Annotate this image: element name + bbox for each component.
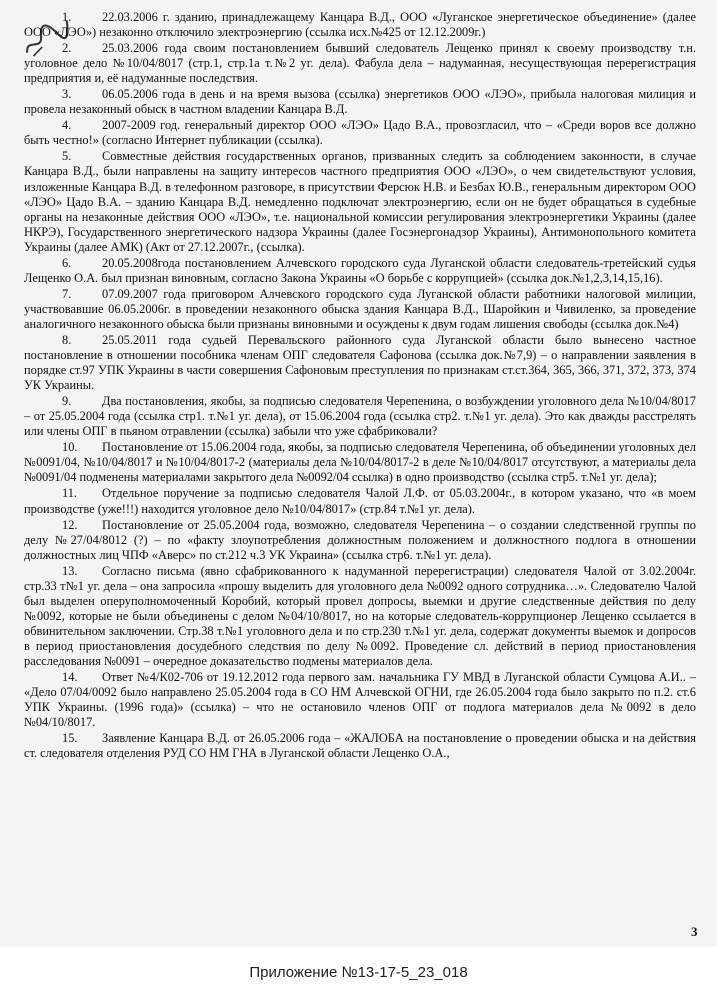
item-number: 4. [62, 118, 72, 133]
item-text: Заявление Канцара В.Д. от 26.05.2006 года – «ЖАЛОБА на постановление о проведении обыска и на действия ст. следователя отделения РУД СО НМ ГНА в Луганской области Лещенко О.А., [24, 731, 696, 761]
attachment-caption: Приложение №13-17-5_23_018 [249, 964, 468, 981]
item-text: Постановление от 25.05.2004 года, возможно, следователя Черепенина – о создании следственной группы по делу №27/04/8012 (?) – по «факту злоупотребления должностным положением и должностного подлога в отношении должностных лиц ЧПФ «Аверс» по ст.212 ч.3 УК Украина» (ссылка стр6. т.№1 уг. дела). [24, 517, 696, 562]
document-body [24, 10, 696, 762]
item-number: 14. [62, 670, 78, 685]
item-number: 13. [62, 563, 78, 578]
list-item [24, 41, 696, 86]
item-number: 15. [62, 731, 78, 746]
item-text: Два постановления, якобы, за подписью следователя Черепенина, о возбуждении уголовного дела №10/04/8017 – от 25.05.2004 года (ссылка стр1. т.№1 уг. дела), от 15.06.2004 года (ссылка стр2. т.№1 уг. дела). Это как дважды расстрелять или члены ОПГ в пьяном отравлении (ссылка) забыли что уже сфабриковали? [24, 394, 696, 439]
list-item [24, 394, 696, 439]
list-item [24, 87, 696, 117]
list-item [24, 731, 696, 761]
item-text: 22.03.2006 г. зданию, принадлежащему Канцара В.Д., ООО «Луганское энергетическое объединение» (далее ООО «ЛЭО») незаконно отключило электроэнергию (ссылка исх.№425 от 12.12.2009г.) [24, 10, 696, 40]
item-number: 7. [62, 286, 72, 301]
item-number: 8. [62, 332, 72, 347]
item-number: 1. [62, 10, 72, 24]
item-text: 06.05.2006 года в день и на время вызова (ссылка) энергетиков ООО «ЛЭО», прибыла налоговая милиция и провела незаконный обыск в частном владении Канцара В.Д. [24, 87, 696, 117]
item-number: 2. [62, 41, 72, 56]
page-number: 3 [691, 924, 698, 939]
item-text: Постановление от 15.06.2004 года, якобы, за подписью следователя Черепенина, об объединении уголовных дел №0091/04, №10/04/8017 и №10/04/8017-2 (материалы дела №10/04/8017-2 в деле №10/04/8017 отсутствуют, а материалы дела №0091/04 подменены материалами закрытого дела №0092/04 ссылка) в одно производство (ссылка стр5. т.№1 уг. дела); [24, 440, 696, 485]
list-item [24, 518, 696, 563]
item-text: Ответ №4/К02-706 от 19.12.2012 года первого зам. начальника ГУ МВД в Луганской области Сумцова А.И.. – «Дело 07/04/0092 было направлено 25.05.2004 года в СО НМ Алчевской ОГНИ, где 26.05.2004 года было закрыто по п.2. ст.6 УПК Украины. (1996 года)» (ссылка) – что не остановило членов ОПГ от подлога материалов дела №0092 в дело №04/10/8017. [24, 670, 696, 730]
item-number: 3. [62, 87, 72, 102]
item-text: Согласно письма (явно сфабрикованного к надуманной перерегистрации) следователя Чалой от 3.02.2004г. стр.33 т№1 уг. дела – она запросила «прошу выделить для уголовного дела №0092 одного сотрудника…». Следователю Чалой был выделен оперуполномоченный Коробий, который провел допросы, выемки и другие следственные действия по делу №0092, которые не были объединены с делом №04/10/8017, но на которые следователь-коррупционер Лещенко ссылается в обвинительном заключении. Стр.38 т.№1 уголовного дела и по стр.230 т.№1 уг. дела, содержат документы выемок и допросов в период приостановления досудебного следствия по делу №0092. Проведение сл. действий в период приостановления расследования №0091 – очередное доказательство подмены материалов дела. [24, 563, 696, 668]
list-item [24, 486, 696, 516]
list-item [24, 287, 696, 332]
item-number: 11. [62, 486, 78, 501]
item-text: 25.05.2011 года судьей Перевальского районного суда Луганской области было вынесено частное постановление в отношении пособника членам ОПГ следователя Сафонова (ссылка док.№7,9) – о направлении заявления в порядке ст.97 УПК Украины в части совершения Сафоновым преступления по признакам ст.ст.364, 365, 366, 371, 372, 373, 374 УК Украины. [24, 332, 696, 393]
item-text: Отдельное поручение за подписью следователя Чалой Л.Ф. от 05.03.2004г., в котором указано, что «в моем производстве (уже!!!) находится уголовное дело №10/04/8017» (стр.84 т.№1 уг. дела). [24, 486, 696, 516]
list-item [24, 670, 696, 730]
item-number: 5. [62, 149, 72, 164]
list-item [24, 118, 696, 148]
item-number: 10. [62, 440, 78, 455]
item-text: Совместные действия государственных органов, призванных следить за соблюдением законности, в случае Канцара В.Д., были направлены на защиту интересов частного предприятия ООО «ЛЭО», о чем свидетельствуют условия, изложенные Канцара В.Д. в телефонном разговоре, в присутствии Ферсюк Н.В. и Безбах Ю.В., генеральным директором ООО «ЛЭО» Цадо В.А. – зданию Канцара В.Д. немедленно подключат электроэнергию, если он не будет обращаться в судебные органы на незаконные действия ООО «ЛЭО», т.е. национальной комиссии регулирования электроэнергетики Украины (далее НКРЭ), Государственного энергетического надзора Украины (далее Госэнергонадзор Украины), Антимонопольного комитета Украины (далее АМК) (Акт от 27.12.2007г., (ссылка). [24, 149, 696, 254]
list-item [24, 149, 696, 254]
item-text: 25.03.2006 года своим постановлением бывший следователь Лещенко принял к своему производству т.н. уголовное дело №10/04/8017 (стр.1, стр.1а т.№2 уг. дела). Фабула дела – надуманная, несуществующая перерегистрация предприятия и, её надуманные последствия. [24, 41, 696, 86]
item-number: 12. [62, 517, 78, 532]
list-item [24, 256, 696, 286]
item-number: 6. [62, 255, 72, 270]
list-item [24, 564, 696, 669]
item-text: 07.09.2007 года приговором Алчевского городского суда Луганской области работники налоговой милиции, участвовавшие 06.05.2006г. в проведении незаконного обыска здания Канцара В.Д., Шаройкин и Чивиленко, за проведение аналогичного незаконного обыска были признаны виновными и осуждены к двум годам лишения свободы (ссылка док.№4) [24, 286, 696, 331]
list-item [24, 10, 696, 40]
item-text: 20.05.2008года постановлением Алчевского городского суда Луганской области следователь-третейский судья Лещенко О.А. был признан виновным, согласно Закона Украины «О борьбе с коррупцией» (ссылка док.№1,2,3,14,15,16). [24, 255, 696, 285]
list-item [24, 440, 696, 485]
item-number: 9. [62, 394, 72, 409]
list-item [24, 333, 696, 393]
item-text: 2007-2009 год. генеральный директор ООО «ЛЭО» Цадо В.А., провозгласил, что – «Среди воров все должно быть честно!» (согласно Интернет публикации (ссылка). [24, 118, 696, 148]
